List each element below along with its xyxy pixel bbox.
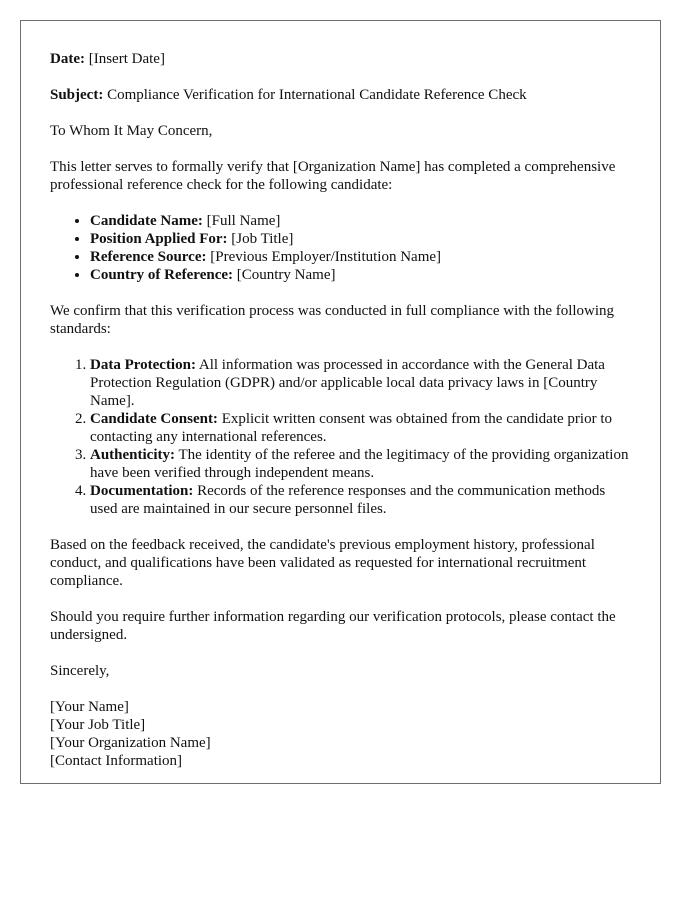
subject-value: Compliance Verification for International Candidate Reference Check (107, 87, 527, 103)
letter-page (20, 20, 661, 784)
detail-value: [Job Title] (231, 231, 294, 247)
detail-label: Position Applied For: (90, 231, 228, 247)
standard-text: Explicit written consent was obtained from the candidate prior to contacting any international references. (90, 411, 612, 445)
subject-label: Subject: (50, 87, 104, 103)
detail-value: [Full Name] (206, 213, 281, 229)
signer-organization: [Your Organization Name] (50, 735, 211, 751)
signer-name: [Your Name] (50, 699, 129, 715)
detail-label: Candidate Name: (90, 213, 203, 229)
signature-block (50, 698, 632, 770)
standard-item-documentation (90, 482, 632, 518)
standard-text: All information was processed in accordance with the General Data Protection Regulation (GDPR) and/or applicable local data privacy laws in [Country Name]. (90, 357, 605, 409)
compliance-intro: We confirm that this verification process was conducted in full compliance with the following standards: (50, 303, 615, 337)
standard-text: Records of the reference responses and the communication methods used are maintained in our secure personnel files. (90, 483, 606, 517)
salutation: To Whom It May Concern, (50, 123, 213, 139)
detail-value: [Country Name] (236, 267, 336, 283)
standard-item-data-protection (90, 356, 632, 410)
candidate-details-list (50, 212, 632, 284)
closing: Sincerely, (50, 663, 110, 679)
compliance-standards-list (50, 356, 632, 518)
feedback-paragraph: Based on the feedback received, the candidate's previous employment history, professional conduct, and qualifications have been validated as requested for international recruitment compliance. (50, 537, 595, 589)
detail-label: Reference Source: (90, 249, 207, 265)
standard-label: Authenticity: (90, 447, 175, 463)
detail-item-candidate-name (90, 212, 632, 230)
intro-paragraph: This letter serves to formally verify that [Organization Name] has completed a comprehensive professional reference check for the following candidate: (50, 159, 616, 193)
detail-item-country (90, 266, 632, 284)
detail-label: Country of Reference: (90, 267, 234, 283)
signer-contact: [Contact Information] (50, 753, 183, 769)
standard-item-authenticity (90, 446, 632, 482)
date-line (50, 50, 632, 68)
standard-label: Candidate Consent: (90, 411, 218, 427)
signer-job-title: [Your Job Title] (50, 717, 146, 733)
date-value: [Insert Date] (88, 51, 165, 67)
further-info-paragraph: Should you require further information regarding our verification protocols, please contact the undersigned. (50, 609, 616, 643)
standard-label: Documentation: (90, 483, 194, 499)
date-label: Date: (50, 51, 85, 67)
detail-item-reference-source (90, 248, 632, 266)
standard-item-candidate-consent (90, 410, 632, 446)
standard-text: The identity of the referee and the legitimacy of the providing organization have been verified through independent means. (90, 447, 629, 481)
detail-item-position (90, 230, 632, 248)
detail-value: [Previous Employer/Institution Name] (210, 249, 442, 265)
standard-label: Data Protection: (90, 357, 196, 373)
subject-line (50, 86, 632, 104)
